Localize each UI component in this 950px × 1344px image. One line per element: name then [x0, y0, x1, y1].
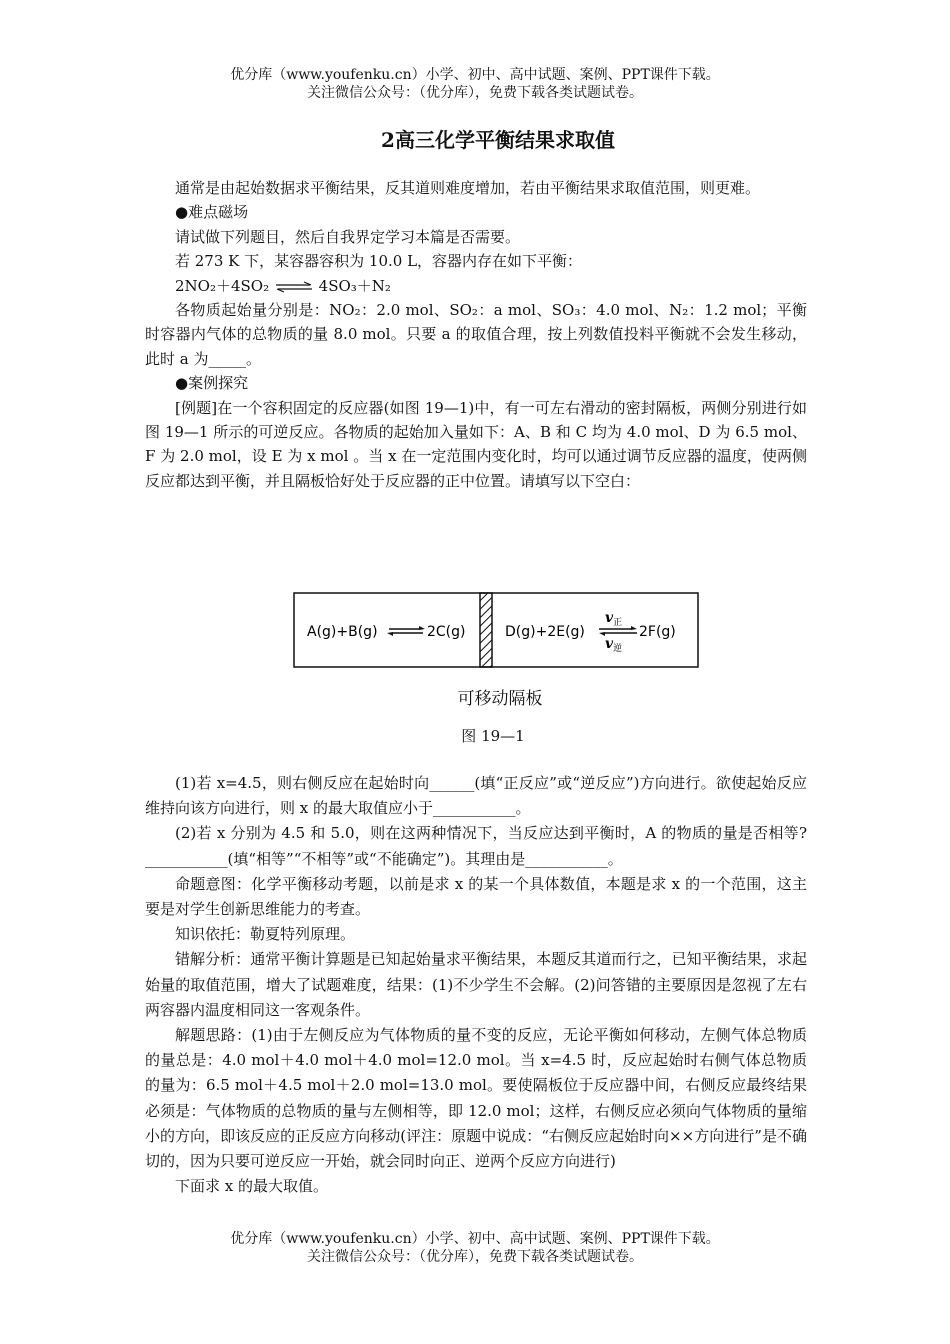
document-body-continued: [145, 771, 807, 1199]
page-title: 2高三化学平衡结果求取值: [381, 128, 615, 152]
instruction-paragraph: 请试做下列题目，然后自我界定学习本篇是否需要。: [175, 227, 521, 246]
intro-paragraph: 通常是由起始数据求平衡结果，反其道则难度增加，若由平衡结果求取值范围，则更难。: [175, 179, 761, 197]
right-reaction-reactants: D(g)+2E(g): [505, 624, 585, 640]
next-step-paragraph: 下面求 x 的最大取值。: [175, 1177, 328, 1196]
reversible-arrow-icon: [274, 281, 314, 293]
equilibrium-equation: [145, 274, 807, 298]
initial-amounts-paragraph: 各物质起始量分别是：NO₂：2.0 mol、SO₂：a mol、SO₃：4.0 mol、N₂：1.2 mol；平衡时容器内气体的总物质的量 8.0 mol。只要 a 的取值合理，按上列数值投料平衡就不会发生移动，此时 a 为_____。: [145, 301, 807, 368]
knowledge-paragraph: 知识依托：勒夏特列原理。: [175, 925, 356, 944]
error-analysis-paragraph: 错解分析：通常平衡计算题是已知起始量求平衡结果，本题反其道而行之，已知平衡结果，求起始量的取值范围，增大了试题难度，结果：(1)不少学生不会解。(2)问答错的主要原因是忽视了左右两容器内温度相同这一客观条件。: [145, 950, 807, 1019]
left-reaction-products: 2C(g): [427, 624, 466, 640]
header-line-1: 优分库（www.youfenku.cn）小学、初中、高中试题、案例、PPT课件下载。: [230, 67, 720, 83]
problem-paragraph: 若 273 K 下，某容器容积为 10.0 L，容器内存在如下平衡：: [175, 252, 583, 271]
section-heading-difficulty: ●难点磁场: [175, 203, 249, 222]
partition-caption: 可移动隔板: [457, 689, 543, 709]
question-1: (1)若 x=4.5，则右侧反应在起始时向______(填“正反应”或“逆反应”)方向进行。欲使起始反应维持向该方向进行，则 x 的最大取值应小于___________。: [145, 774, 807, 818]
page-header: [0, 66, 950, 102]
header-line-2: 关注微信公众号：（优分库），免费下载各类试题试卷。: [307, 85, 643, 101]
question-2: (2)若 x 分别为 4.5 和 5.0，则在这两种情况下，当反应达到平衡时，A 的物质的量是否相等?___________(填“相等”“不相等”或“不能确定”)。其理由是___________。: [145, 824, 807, 868]
intent-paragraph: 命题意图：化学平衡移动考题，以前是求 x 的某一个具体数值，本题是求 x 的一个范围，这主要是对学生创新思维能力的考查。: [145, 874, 807, 919]
example-paragraph: [例题]在一个容积固定的反应器(如图 19—1)中，有一可左右滑动的密封隔板，两侧分别进行如图 19—1 所示的可逆反应。各物质的起始加入量如下：A、B 和 C 均为 4.0 mol、D 为 6.5 mol、F 为 2.0 mol，设 E 为 x mol 。当 x 在一定范围内变化时，均可以通过调节反应器的温度，使两侧反应都达到平衡，并且隔板恰好处于反应器的正中位置。请填写以下空白：: [145, 398, 807, 490]
solution-paragraph: 解题思路：(1)由于左侧反应为气体物质的量不变的反应，无论平衡如何移动，左侧气体总物质的量总是：4.0 mol＋4.0 mol＋4.0 mol=12.0 mol。当 x=4.5 时，反应起始时右侧气体总物质的量为：6.5 mol＋4.5 mol＋2.0 mol=13.0 mol。要使隔板位于反应器中间，右侧反应最终结果必须是：气体物质的总物质的量与左侧相等，即 12.0 mol；这样，右侧反应必须向气体物质的量缩小的方向，即该反应的正反应方向移动(评注：原题中说成：“右侧反应起始时向××方向进行”是不确切的，因为只要可逆反应一开始，就会同时向正、逆两个反应方向进行): [145, 1026, 807, 1171]
forward-rate-label: $v_正$: [605, 610, 623, 628]
equation-left: 2NO₂＋4SO₂: [175, 276, 270, 295]
reverse-rate-label: $v_逆$: [605, 636, 623, 654]
figure-number: 图 19—1: [461, 727, 525, 745]
reactor-diagram: [293, 592, 699, 668]
movable-partition: [480, 593, 492, 667]
footer-line-2: 关注微信公众号：（优分库），免费下载各类试题试卷。: [307, 1249, 643, 1265]
right-reaction-products: 2F(g): [639, 624, 676, 640]
left-reaction-reactants: A(g)+B(g): [307, 624, 378, 640]
page-footer: [0, 1230, 950, 1266]
document-body: [145, 176, 807, 493]
footer-line-1: 优分库（www.youfenku.cn）小学、初中、高中试题、案例、PPT课件下载。: [230, 1231, 720, 1247]
section-heading-case: ●案例探究: [175, 374, 249, 393]
equation-right: 4SO₃＋N₂: [318, 276, 391, 295]
